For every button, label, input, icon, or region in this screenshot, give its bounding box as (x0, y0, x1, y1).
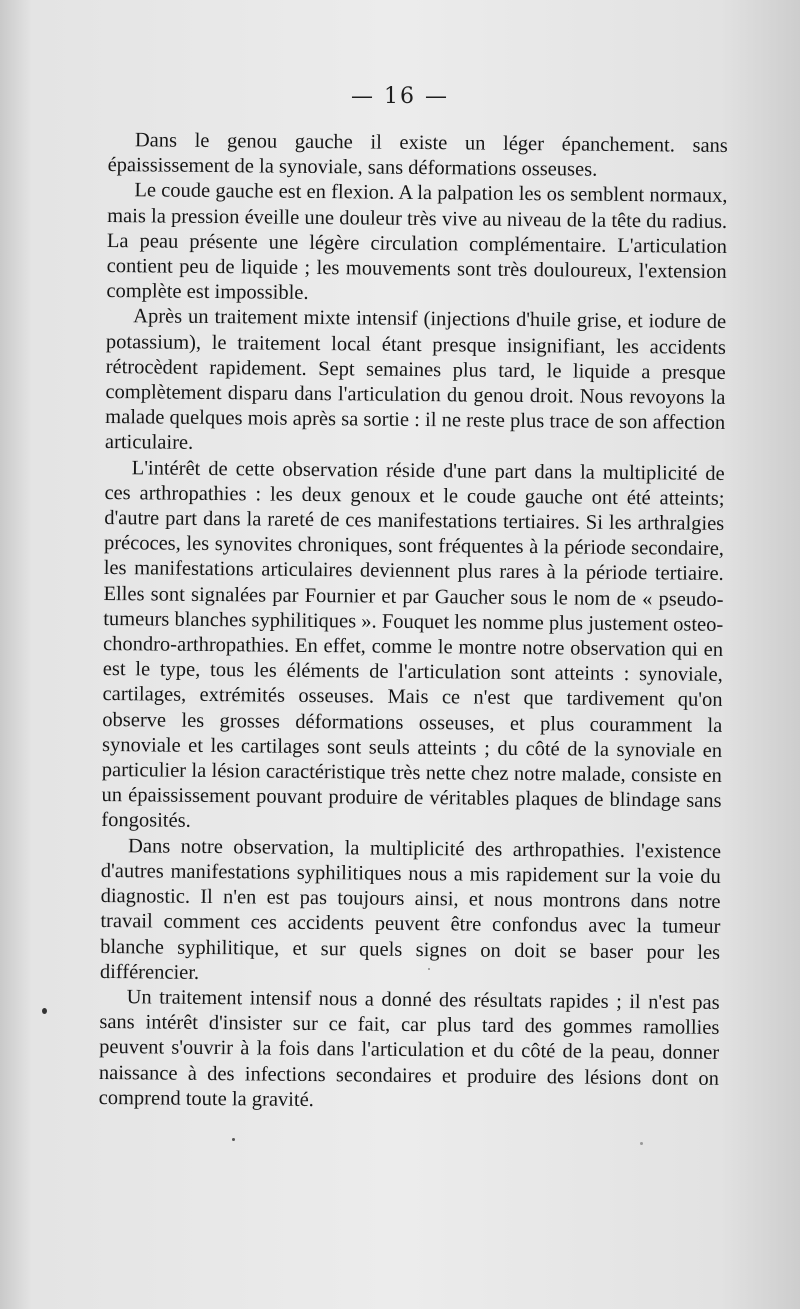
paragraph: Dans le genou gauche il existe un léger épanchement. sans épaississement de la synoviale, sans déformations osseuses. (107, 129, 728, 181)
page-number: — 16 — (351, 84, 449, 109)
body-text (99, 128, 728, 1117)
paragraph: Dans notre observation, la multiplicité des arthropathies. l'existence d'autres manifestations syphilitiques nous a mis rapidement sur la voie du diagnostic. Il n'en est pas toujours ainsi, et nous montrons dans notre travail comment ces accidents peuvent être confondus avec la tumeur blanche syphilitique, et sur quels signes on doit se baser pour les différencier. (99, 834, 722, 984)
ink-speck (232, 1138, 235, 1141)
paragraph: Le coude gauche est en flexion. A la palpation les os semblent normaux, mais la pression éveille une douleur très vive au niveau de la tête du radius. La peau présente une légère circulation complémentaire. L'articulation contient peu de liquide ; les mouvements sont très douloureux, l'extension complète est impossible. (106, 179, 728, 305)
paragraph: L'intérêt de cette observation réside d'une part dans la multiplicité de ces arthropathies : les deux genoux et le coude gauche ont été atteints; d'autre part dans la rareté de ces manifestations tertiaires. Si les arthralgies précoces, les synovites chroniques, sont fréquentes à la période secondaire, les manifestations articulaires deviennent plus rares à la période tertiaire. Elles sont signalées par Fournier et par Gaucher sous le nom de « pseudo-tumeurs blanches syphilitiques ». Fouquet les nomme plus justement osteo-chondro-arthropathies. En effet, comme le montre notre observation qui en est le type, tous les éléments de l'articulation sont atteints : synoviale, cartilages, extrémités osseuses. Mais ce n'est que tardivement qu'on observe les grosses déformations osseuses, et plus couramment la synoviale et les cartilages sont seuls atteints ; du côté de la synoviale en particulier la lésion caractéristique très nette chez notre malade, consiste en un épaississement pouvant produire de véritables plaques de blindage sans fongosités. (101, 456, 725, 833)
ink-speck (42, 1008, 47, 1014)
paragraph: Après un traitement mixte intensif (injections d'huile grise, et iodure de potassium), le traitement local étant presque insignifiant, les accidents rétrocèdent rapidement. Sept semaines plus tard, le liquide a presque complètement disparu dans l'articulation du genou droit. Nous revoyons la malade quelques mois après sa sortie : il ne reste plus trace de son affection articulaire. (104, 305, 727, 455)
ink-speck (428, 968, 430, 970)
paragraph: Un traitement intensif nous a donné des résultats rapides ; il n'est pas sans intérêt d'insister sur ce fait, car plus tard des gommes ramollies peuvent s'ouvrir à la fois dans l'articulation et du côté de la peau, donner naissance à des infections secondaires et produire des lésions dont on comprend toute la gravité. (98, 986, 720, 1111)
ink-speck (640, 1142, 643, 1145)
